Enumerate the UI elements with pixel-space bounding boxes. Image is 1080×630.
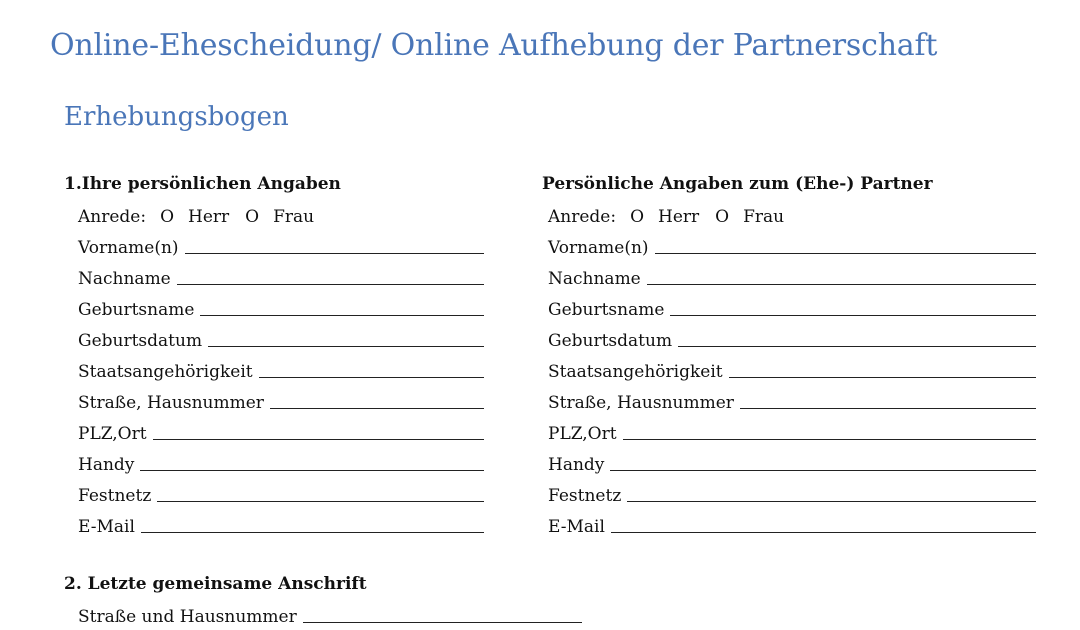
fill-line [610,467,1036,471]
field-staatsangehoerigkeit-own[interactable]: Staatsangehörigkeit [78,351,484,382]
fill-line [623,436,1036,440]
fill-line [141,529,484,533]
field-strasse-partner[interactable]: Straße, Hausnummer [548,382,1036,413]
field-email-own[interactable]: E-Mail [78,506,484,537]
field-email-partner[interactable]: E-Mail [548,506,1036,537]
fill-line [729,374,1036,378]
anrede-label: Anrede: [548,207,617,227]
fill-line [177,281,484,285]
fill-line [140,467,484,471]
fill-line [157,498,484,502]
document-subtitle: Erhebungsbogen [64,102,289,132]
fill-line [678,343,1036,347]
option-herr-label: Herr [658,207,700,227]
field-vorname-own[interactable]: Vorname(n) [78,227,484,258]
fill-line [208,343,484,347]
section-1-right-heading: Persönliche Angaben zum (Ehe-) Partner [542,174,933,194]
field-handy-own[interactable]: Handy [78,444,484,475]
field-geburtsdatum-own[interactable]: Geburtsdatum [78,320,484,351]
field-festnetz-partner[interactable]: Festnetz [548,475,1036,506]
fill-line [611,529,1036,533]
fill-line [655,250,1036,254]
field-handy-partner[interactable]: Handy [548,444,1036,475]
radio-herr-own[interactable]: O [160,207,175,227]
field-geburtsname-own[interactable]: Geburtsname [78,289,484,320]
field-strasse-hausnummer-last[interactable]: Straße und Hausnummer [78,596,582,627]
field-nachname-own[interactable]: Nachname [78,258,484,289]
field-strasse-own[interactable]: Straße, Hausnummer [78,382,484,413]
partner-data-fields [548,196,1036,537]
fill-line [627,498,1036,502]
anrede-row-partner [548,196,1036,227]
radio-herr-partner[interactable]: O [630,207,645,227]
anrede-row-own [78,196,484,227]
fill-line [303,619,582,623]
option-frau-label: Frau [273,207,315,227]
option-frau-label: Frau [743,207,785,227]
field-plz-ort-own[interactable]: PLZ,Ort [78,413,484,444]
own-data-fields [78,196,484,537]
fill-line [153,436,484,440]
fill-line [670,312,1036,316]
section-1-left-heading: 1.Ihre persönlichen Angaben [64,174,341,194]
fill-line [200,312,484,316]
field-geburtsdatum-partner[interactable]: Geburtsdatum [548,320,1036,351]
fill-line [647,281,1036,285]
fill-line [185,250,484,254]
section-2-heading: 2. Letzte gemeinsame Anschrift [64,574,367,594]
field-staatsangehoerigkeit-partner[interactable]: Staatsangehörigkeit [548,351,1036,382]
field-plz-ort-partner[interactable]: PLZ,Ort [548,413,1036,444]
field-geburtsname-partner[interactable]: Geburtsname [548,289,1036,320]
field-nachname-partner[interactable]: Nachname [548,258,1036,289]
last-address-fields [78,596,582,627]
radio-frau-partner[interactable]: O [715,207,730,227]
field-festnetz-own[interactable]: Festnetz [78,475,484,506]
document-title: Online-Ehescheidung/ Online Aufhebung der Partnerschaft [50,28,938,63]
fill-line [259,374,484,378]
option-herr-label: Herr [188,207,230,227]
fill-line [270,405,484,409]
anrede-label: Anrede: [78,207,147,227]
fill-line [740,405,1036,409]
field-vorname-partner[interactable]: Vorname(n) [548,227,1036,258]
radio-frau-own[interactable]: O [245,207,260,227]
